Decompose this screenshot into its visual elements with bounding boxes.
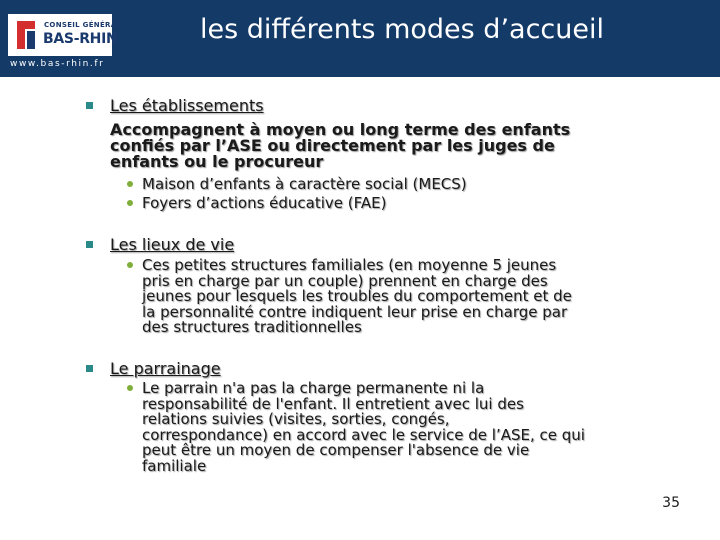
list-item: [142, 196, 672, 212]
section-parrainage: [110, 361, 221, 377]
slide-title: les différents modes d’accueil: [200, 14, 604, 45]
list-item: [142, 381, 672, 474]
item-line: correspondance) en accord avec le service de l’ASE, ce qui: [142, 425, 585, 444]
round-bullet-icon: [127, 200, 133, 206]
list-item: [142, 177, 672, 193]
item-line: peut être un moyen de compenser l'absence de vie: [142, 441, 530, 459]
item-line: pris en charge par un couple) prennent en charge des: [142, 271, 548, 290]
paragraph-line: confiés par l’ASE ou directement par les juges de: [110, 136, 555, 155]
section-title: Les établissements: [110, 96, 264, 115]
section-title: Les lieux de vie: [110, 235, 235, 254]
item-line: familiale: [142, 456, 207, 475]
item-line: Le parrain n'a pas la charge permanente ni la: [142, 379, 485, 397]
square-bullet-icon: [86, 102, 93, 109]
section-paragraph: [110, 122, 670, 170]
item-line: des structures traditionnelles: [142, 318, 362, 336]
logo-line-1: CONSEIL GÉNÉRAL: [44, 21, 122, 29]
logo-url: www.bas-rhin.fr: [10, 59, 105, 69]
item-line: la personnalité contre indiquent leur prise en charge par: [142, 302, 568, 321]
list-item: [142, 258, 672, 336]
section-etablissements: [110, 98, 264, 114]
item-line: Ces petites structures familiales (en moyenne 5 jeunes: [142, 256, 557, 274]
section-title: Le parrainage: [110, 359, 221, 378]
paragraph-line: Accompagnent à moyen ou long terme des enfants: [110, 120, 571, 139]
section-lieux-de-vie: [110, 237, 234, 253]
item-line: Foyers d’actions éducative (FAE): [142, 194, 387, 212]
logo-line-2: BAS-RHIN: [43, 31, 118, 47]
square-bullet-icon: [86, 241, 93, 248]
paragraph-line: enfants ou le procureur: [110, 152, 324, 171]
item-line: responsabilité de l'enfant. Il entretient avec lui des: [142, 394, 524, 413]
square-bullet-icon: [86, 365, 93, 372]
item-line: jeunes pour lesquels les troubles du comportement et de: [142, 287, 572, 305]
round-bullet-icon: [127, 385, 133, 391]
round-bullet-icon: [127, 181, 133, 187]
item-line: Maison d’enfants à caractère social (MECS): [142, 175, 467, 193]
page-number: 35: [662, 495, 680, 511]
round-bullet-icon: [127, 262, 133, 268]
item-line: relations suivies (visites, sorties, congés,: [142, 410, 450, 428]
